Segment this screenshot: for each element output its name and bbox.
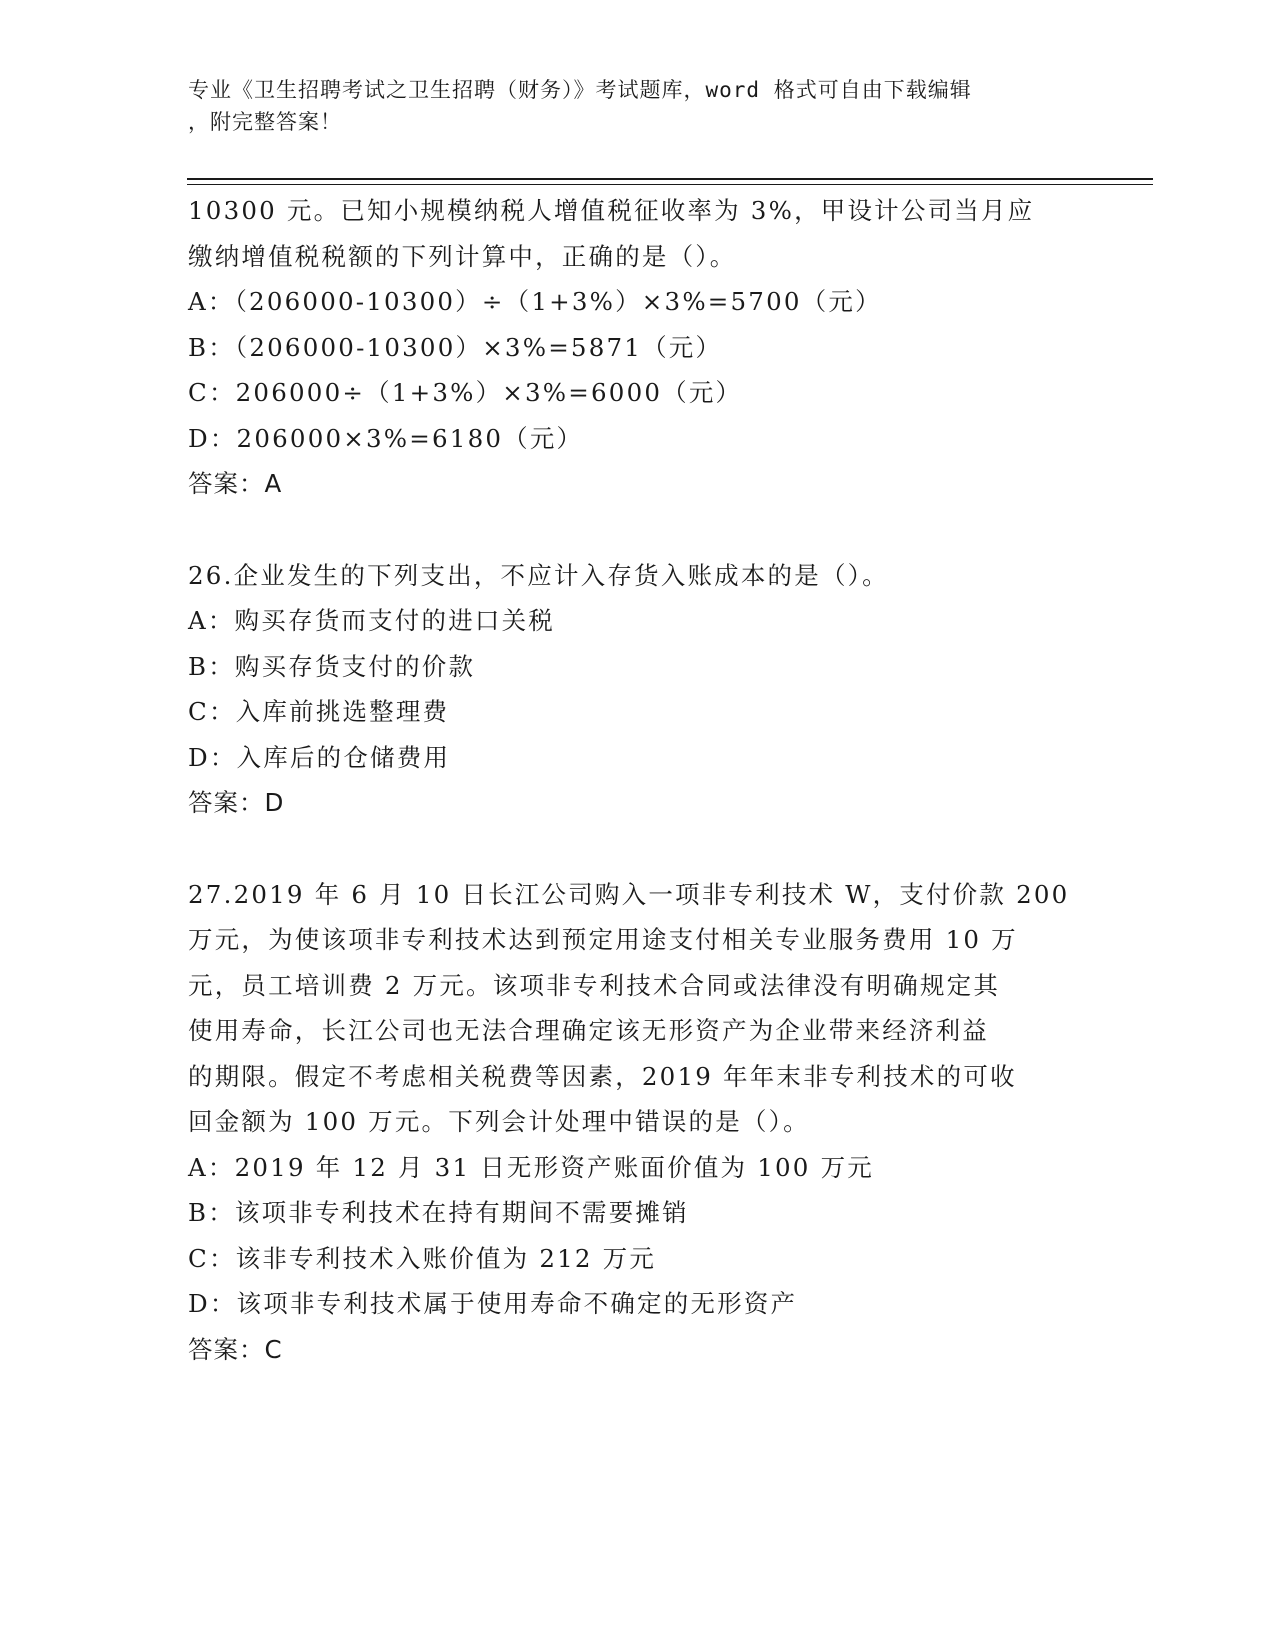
question-stem: 26.企业发生的下列支出，不应计入存货入账成本的是（）。 xyxy=(188,560,889,590)
answer: 答案：D xyxy=(188,788,285,817)
option-b: B：购买存货支付的价款 xyxy=(188,651,476,681)
option-b: B：该项非专利技术在持有期间不需要摊销 xyxy=(188,1198,689,1227)
option-d: D：入库后的仓储费用 xyxy=(188,742,451,772)
option-a: A：（206000-10300）÷（1+3%）×3%=5700（元） xyxy=(188,287,882,316)
header-line-1: 专业《卫生招聘考试之卫生招聘（财务）》考试题库，word 格式可自由下载编辑 xyxy=(188,78,972,102)
header-line-2: ，附完整答案！ xyxy=(188,110,342,134)
option-d: D：206000×3%=6180（元） xyxy=(188,423,584,453)
question-stem-line: 元，员工培训费 2 万元。该项非专利技术合同或法律没有明确规定其 xyxy=(188,970,1001,1000)
spacer xyxy=(188,507,1078,553)
question-stem-line: 10300 元。已知小规模纳税人增值税征收率为 3%，甲设计公司当月应 xyxy=(188,196,1035,225)
option-c: C：入库前挑选整理费 xyxy=(188,697,450,726)
answer: 答案：A xyxy=(188,469,283,498)
question-stem-line: 回金额为 100 万元。下列会计处理中错误的是（）。 xyxy=(188,1107,810,1136)
question-stem-line: 27.2019 年 6 月 10 日长江公司购入一项非专利技术 W，支付价款 200 xyxy=(188,879,1070,909)
question-27 xyxy=(188,872,1078,1373)
option-c: C：该非专利技术入账价值为 212 万元 xyxy=(188,1243,657,1273)
question-stem-line: 的期限。假定不考虑相关税费等因素，2019 年年末非专利技术的可收 xyxy=(188,1061,1017,1091)
document-header xyxy=(188,74,1068,138)
header-divider-thin xyxy=(187,184,1153,185)
question-stem-line: 万元，为使该项非专利技术达到预定用途支付相关专业服务费用 10 万 xyxy=(188,925,1018,954)
question-stem-line: 缴纳增值税税额的下列计算中，正确的是（）。 xyxy=(188,241,737,271)
option-a: A：2019 年 12 月 31 日无形资产账面价值为 100 万元 xyxy=(188,1152,874,1182)
option-d: D：该项非专利技术属于使用寿命不确定的无形资产 xyxy=(188,1289,798,1318)
question-content xyxy=(188,188,1078,1372)
header-divider-thick xyxy=(187,178,1153,180)
option-c: C：206000÷（1+3%）×3%=6000（元） xyxy=(188,378,743,407)
question-26 xyxy=(188,553,1078,826)
option-b: B：（206000-10300）×3%=5871（元） xyxy=(188,332,723,362)
option-a: A：购买存货而支付的进口关税 xyxy=(188,606,555,635)
spacer xyxy=(188,826,1078,872)
question-stem-line: 使用寿命，长江公司也无法合理确定该无形资产为企业带来经济利益 xyxy=(188,1016,989,1045)
question-25 xyxy=(188,188,1078,507)
answer: 答案：C xyxy=(188,1334,283,1364)
